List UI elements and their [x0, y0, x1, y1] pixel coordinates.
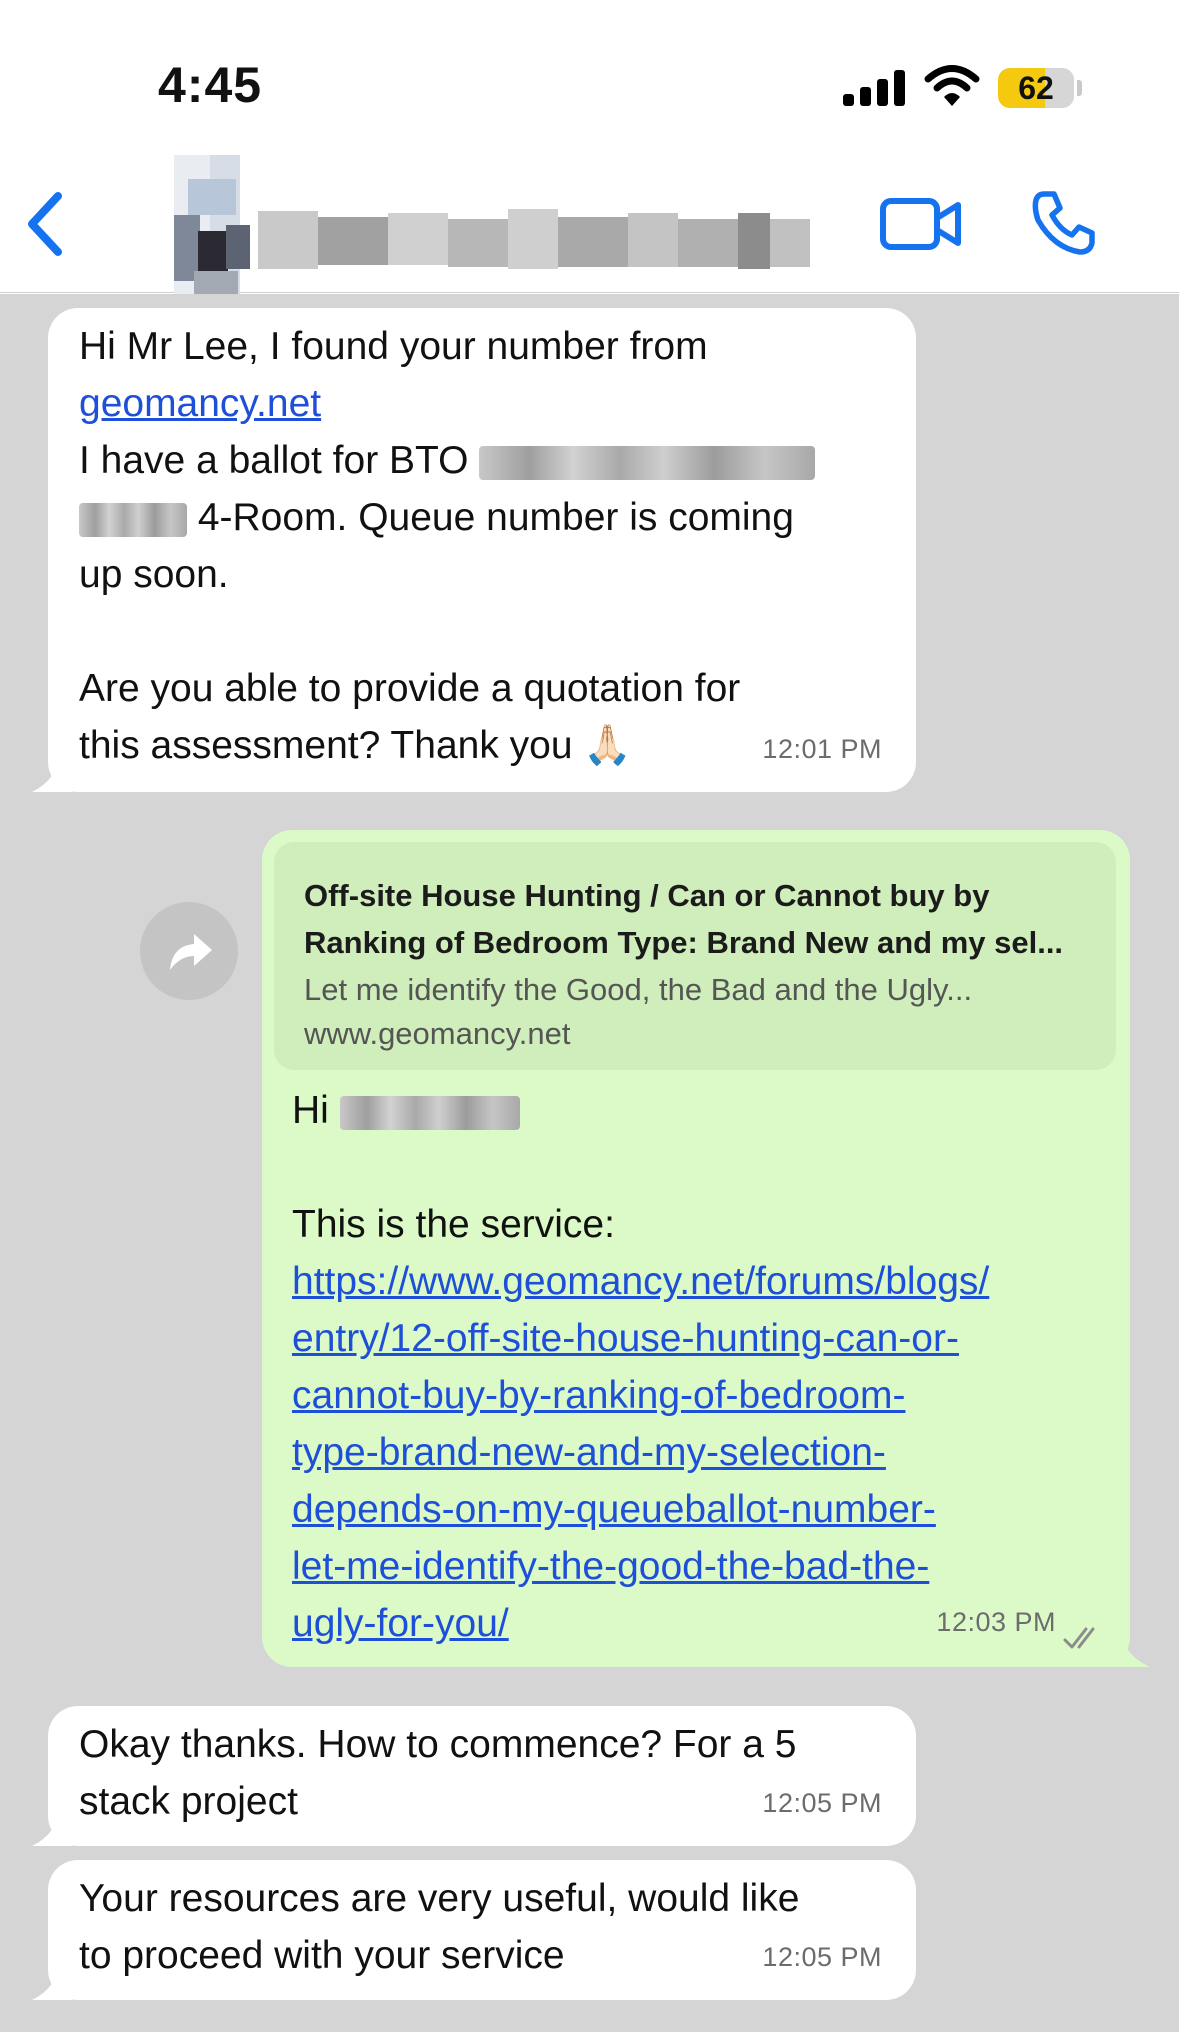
video-camera-icon[interactable]: [880, 196, 962, 252]
incoming-message[interactable]: [48, 1706, 916, 1846]
double-check-icon: [1062, 1625, 1106, 1651]
outgoing-message[interactable]: [262, 830, 1130, 1667]
bubble-tail: [32, 1966, 72, 2000]
service-link-line: depends-on-my-queueballot-number-: [292, 1488, 936, 1531]
message-text: Are you able to provide a quotation for: [79, 667, 741, 710]
bubble-tail: [32, 758, 72, 792]
cellular-signal-icon: [843, 70, 907, 106]
service-link-line: https://www.geomancy.net/forums/blogs/: [292, 1260, 990, 1303]
message-text: up soon.: [79, 553, 229, 596]
service-link-line: type-brand-new-and-my-selection-: [292, 1431, 886, 1474]
phone-icon[interactable]: [1030, 190, 1096, 256]
service-link-line: ugly-for-you/: [292, 1602, 509, 1645]
bubble-tail: [32, 1812, 72, 1846]
link-preview-title: Off-site House Hunting / Can or Cannot buy by Ranking of Bedroom Type: Brand New and my sel...: [304, 878, 1064, 960]
link-preview-domain: www.geomancy.net: [304, 1016, 571, 1051]
message-timestamp: 12:03 PM: [936, 1607, 1056, 1637]
message-text: I have a ballot for BTO: [79, 439, 480, 482]
incoming-message[interactable]: [48, 308, 916, 792]
service-link-line: entry/12-off-site-house-hunting-can-or-: [292, 1317, 959, 1360]
message-text: Okay thanks. How to commence? For a 5: [79, 1723, 797, 1766]
service-link-line: cannot-buy-by-ranking-of-bedroom-: [292, 1374, 906, 1417]
chevron-left-icon[interactable]: [22, 188, 72, 260]
message-text: to proceed with your service: [79, 1934, 565, 1977]
message-link[interactable]: geomancy.net: [79, 382, 322, 425]
message-text: Hi: [292, 1089, 340, 1132]
chat-area[interactable]: [0, 294, 1179, 2032]
link-preview-card[interactable]: [274, 842, 1116, 1070]
message-text: Hi Mr Lee, I found your number from: [79, 325, 708, 368]
link-preview-description: Let me identify the Good, the Bad and the Ugly...: [304, 972, 973, 1007]
service-link[interactable]: [292, 1253, 1122, 1652]
status-time: 4:45: [158, 57, 263, 113]
redacted-text: [79, 503, 187, 537]
battery-percentage: 62: [1018, 70, 1054, 106]
message-timestamp: 12:01 PM: [762, 734, 882, 764]
message-text: Your resources are very useful, would like: [79, 1877, 800, 1920]
message-timestamp: 12:05 PM: [762, 1788, 882, 1818]
chat-header: [0, 150, 1179, 293]
message-text: stack project: [79, 1780, 298, 1823]
battery-icon: [998, 68, 1074, 108]
forward-button[interactable]: [140, 902, 238, 1000]
message-timestamp: 12:05 PM: [762, 1942, 882, 1972]
status-bar: [0, 0, 1179, 150]
forward-share-icon: [140, 902, 238, 1000]
battery-cap: [1077, 80, 1082, 96]
message-text: This is the service:: [292, 1203, 615, 1246]
message-text: this assessment? Thank you 🙏🏻: [79, 724, 632, 767]
message-text: 4-Room. Queue number is coming: [187, 496, 794, 539]
redacted-text: [479, 446, 815, 480]
service-link-line: let-me-identify-the-good-the-bad-the-: [292, 1545, 930, 1588]
contact-name-redacted[interactable]: [174, 155, 824, 305]
wifi-icon: [924, 64, 980, 108]
incoming-message[interactable]: [48, 1860, 916, 2000]
redacted-text: [340, 1096, 520, 1130]
